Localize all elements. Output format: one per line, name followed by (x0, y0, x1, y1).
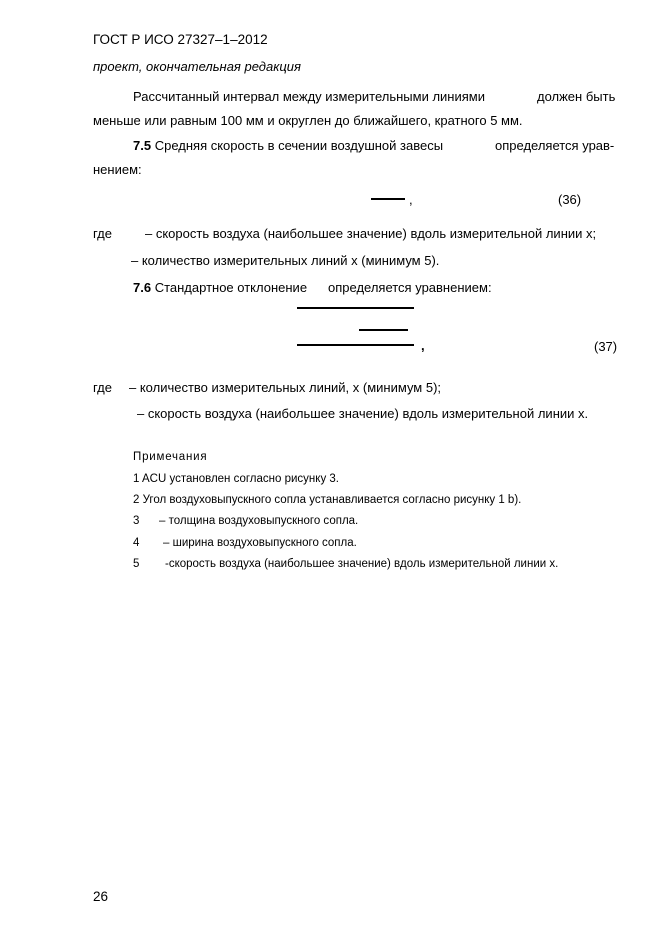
note-item (133, 494, 521, 506)
where2-label: где (93, 380, 112, 395)
note-text: Угол воздуховыпускного сопла устанавливается согласно рисунку 1 b). (142, 494, 522, 506)
where2-line2: – скорость воздуха (наибольшее значение) вдоль измерительной линии x. (137, 406, 589, 421)
note-text: – толщина воздуховыпускного сопла. (159, 515, 359, 527)
note-item (133, 473, 339, 485)
page-number: 26 (93, 889, 109, 904)
note-number: 4 (133, 537, 140, 549)
section-7-5-number: 7.5 (133, 138, 152, 153)
section-7-5-line1 (133, 138, 443, 153)
where2-line1: – количество измерительных линий, x (минимум 5); (129, 380, 442, 395)
note-number: 2 (133, 494, 140, 506)
where1-line1: – скорость воздуха (наибольшее значение) вдоль измерительной линии x; (145, 226, 597, 241)
section-7-6-number: 7.6 (133, 280, 152, 295)
document-status: проект, окончательная редакция (93, 59, 301, 74)
section-7-5-text-b: определяется урав- (495, 138, 615, 153)
para1-line1-a: Рассчитанный интервал между измерительными линиями (133, 89, 485, 104)
notes-title: Примечания (133, 451, 208, 463)
para1-line2: меньше или равным 100 мм и округлен до ближайшего, кратного 5 мм. (93, 113, 523, 128)
para1-line1-b: должен быть (537, 89, 616, 104)
section-7-5-line2: нением: (93, 162, 142, 177)
section-7-6-line (133, 280, 307, 295)
eq37-number: (37) (594, 339, 618, 354)
note-text: – ширина воздуховыпускного сопла. (163, 537, 357, 549)
eq37-root-bar (297, 307, 414, 309)
eq37-fraction-bar (297, 344, 414, 346)
eq36-number: (36) (558, 192, 582, 207)
where1-line2: – количество измерительных линий x (минимум 5). (131, 253, 440, 268)
section-7-6-text: Стандартное отклонение (154, 280, 308, 295)
eq37-inner-bar (359, 329, 408, 331)
section-7-6-text-b: определяется уравнением: (328, 280, 492, 295)
note-number: 1 (133, 473, 140, 485)
section-7-5-text: Средняя скорость в сечении воздушной завесы (154, 138, 444, 153)
note-number: 5 (133, 558, 140, 570)
note-number: 3 (133, 515, 140, 527)
eq37-comma: , (421, 338, 425, 353)
note-text: -скорость воздуха (наибольшее значение) вдоль измерительной линии x. (165, 558, 559, 570)
where1-label: где (93, 226, 112, 241)
note-text: ACU установлен согласно рисунку 3. (141, 473, 339, 485)
eq36-fraction-bar (371, 198, 405, 200)
eq36-comma: , (409, 192, 413, 207)
document-id: ГОСТ Р ИСО 27327–1–2012 (93, 32, 268, 47)
